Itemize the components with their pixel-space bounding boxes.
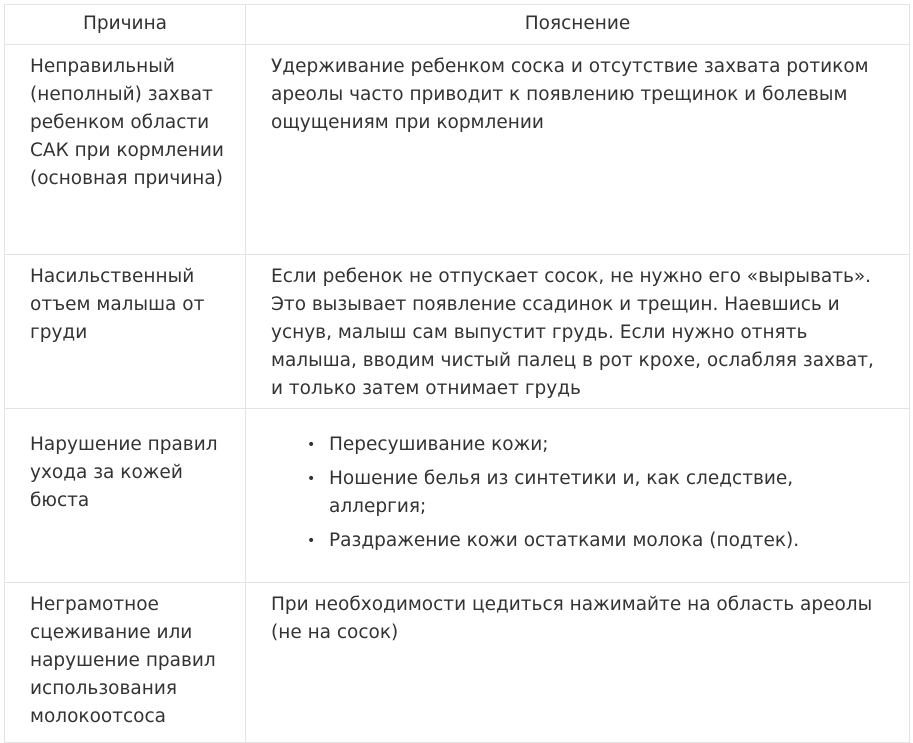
list-item: • Раздражение кожи остатками молока (подтек).	[307, 527, 885, 555]
bullet-icon: •	[307, 437, 316, 453]
header-explanation: Пояснение	[246, 5, 910, 45]
list-item: • Пересушивание кожи;	[307, 431, 885, 459]
header-reason: Причина	[5, 5, 246, 45]
bullet-icon: •	[307, 533, 316, 549]
reason-cell: Неграмотное сцеживание или нарушение правил использования молокоотсоса	[5, 583, 246, 743]
explanation-cell: При необходимости цедиться нажимайте на область ареолы (не на сосок)	[246, 583, 910, 743]
explanation-cell: Если ребенок не отпускает сосок, не нужно его «вырывать». Это вызывает появление ссадинок и трещин. Наевшись и уснув, малыш сам выпустит грудь. Если нужно отнять малыша, вводим чистый палец в рот крохе, ослабляя захват, и только затем отнимает грудь	[246, 255, 910, 409]
explanation-cell	[246, 409, 910, 583]
table-row	[5, 255, 910, 409]
list-item: • Ношение белья из синтетики и, как следствие, аллергия;	[307, 465, 885, 521]
table-row	[5, 583, 910, 743]
bullet-icon: •	[307, 471, 316, 487]
table-row	[5, 45, 910, 255]
reason-cell: Нарушение правил ухода за кожей бюста	[5, 409, 246, 583]
reason-cell: Неправильный (неполный) захват ребенком области САК при кормлении (основная причина)	[5, 45, 246, 255]
explanation-cell: Удерживание ребенком соска и отсутствие захвата ротиком ареолы часто приводит к появлению трещинок и болевым ощущениям при кормлении	[246, 45, 910, 255]
reason-cell: Насильственный отъем малыша от груди	[5, 255, 246, 409]
table-row	[5, 409, 910, 583]
bullet-list	[271, 409, 885, 555]
table-header-row	[5, 5, 910, 45]
causes-table	[4, 4, 910, 743]
